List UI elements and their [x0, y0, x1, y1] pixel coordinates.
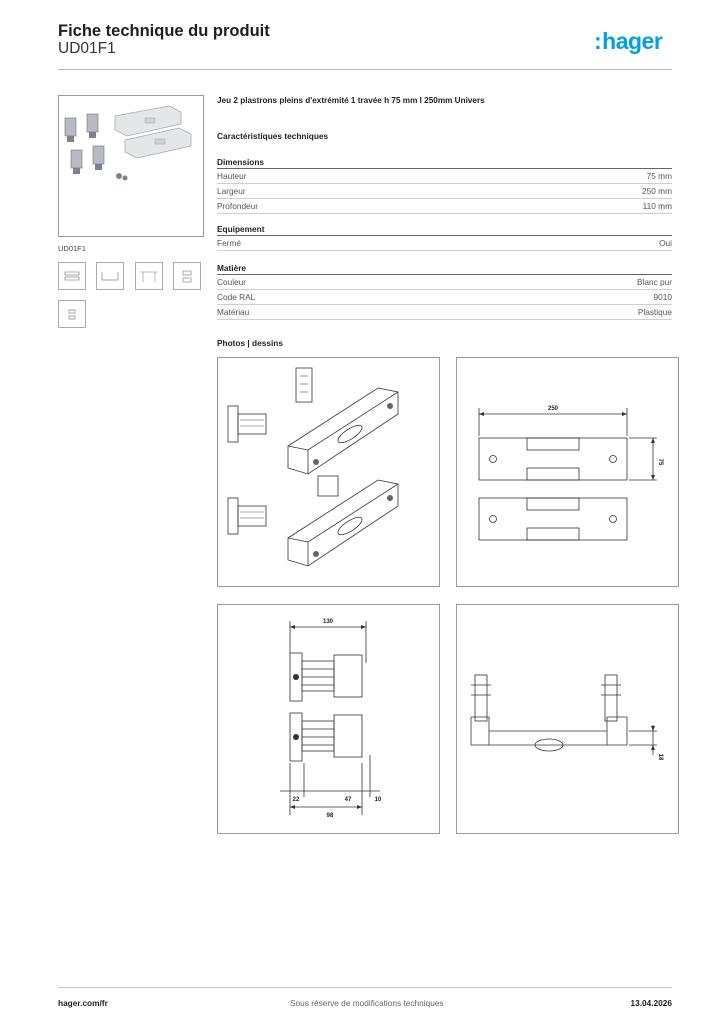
gallery-caption: UD01F1: [58, 244, 86, 253]
spec-group-title-dimensions: Dimensions: [217, 157, 265, 167]
spec-label: Matériau: [217, 307, 250, 317]
spec-label: Fermé: [217, 238, 241, 248]
spec-value: Blanc pur: [636, 277, 672, 287]
header-divider: [58, 69, 672, 70]
drawing-isometric[interactable]: [217, 357, 440, 587]
spec-value: 110 mm: [642, 201, 672, 211]
spec-row: [217, 305, 672, 320]
spec-group-title-equipement: Equipement: [217, 224, 265, 234]
thumbnail-2[interactable]: [96, 262, 124, 290]
spec-value: 9010: [653, 292, 672, 302]
side-dim-c-label: 10: [374, 797, 382, 803]
spec-label: Hauteur: [217, 171, 247, 181]
thumbnail-5[interactable]: [58, 300, 86, 328]
page-title: Fiche technique du produit: [58, 22, 270, 40]
spec-group-title-matiere: Matière: [217, 263, 247, 273]
spec-value: 250 mm: [642, 186, 672, 196]
front-view-drawing-icon: [457, 358, 678, 586]
footer-website-link[interactable]: hager.com/fr: [58, 998, 108, 1008]
brand-name: hager: [602, 28, 663, 54]
isometric-drawing-icon: [218, 358, 439, 586]
spec-label: Largeur: [217, 186, 246, 196]
footer-divider: [58, 987, 672, 988]
thumbnail-front-icon: [59, 263, 85, 289]
drawing-front-view[interactable]: [456, 357, 679, 587]
logo-colon-icon: :: [594, 28, 602, 54]
spec-row: [217, 290, 672, 305]
spec-value: Oui: [659, 238, 672, 248]
footer-date: 13.04.2026: [630, 998, 672, 1008]
side-view-drawing-icon: [218, 605, 439, 827]
side-top-label: 130: [322, 619, 334, 625]
spec-row: [217, 199, 672, 214]
spec-row: [217, 236, 672, 251]
spec-row: [217, 275, 672, 290]
side-dim-b-label: 47: [344, 797, 352, 803]
thumbnail-side-icon: [174, 263, 200, 289]
footer-disclaimer: Sous réserve de modifications techniques: [290, 998, 444, 1008]
thumbnail-detail-icon: [59, 301, 85, 327]
drawing-section-view[interactable]: [456, 604, 679, 834]
hager-logo[interactable]: [594, 28, 662, 55]
side-total-label: 98: [326, 813, 334, 819]
spec-value: 75 mm: [646, 171, 672, 181]
thumbnail-3[interactable]: [135, 262, 163, 290]
spec-label: Code RAL: [217, 292, 256, 302]
thumbnail-4[interactable]: [173, 262, 201, 290]
product-photo-icon: [59, 96, 203, 236]
section-view-drawing-icon: [457, 605, 678, 827]
spec-label: Couleur: [217, 277, 247, 287]
front-height-label: 75: [657, 458, 663, 466]
drawing-side-view[interactable]: [217, 604, 440, 834]
spec-row: [217, 184, 672, 199]
spec-label: Profondeur: [217, 201, 259, 211]
spec-row: [217, 169, 672, 184]
side-dim-a-label: 22: [292, 797, 300, 803]
drawings-section-title: Photos | dessins: [217, 338, 283, 348]
front-width-label: 250: [547, 406, 559, 412]
spec-value: Plastique: [637, 307, 672, 317]
thumbnail-1[interactable]: [58, 262, 86, 290]
main-product-image[interactable]: [58, 95, 204, 237]
thumbnail-section-icon: [97, 263, 123, 289]
product-description: Jeu 2 plastrons pleins d'extrémité 1 travée h 75 mm l 250mm Univers: [217, 96, 485, 105]
thumbnail-dimension-icon: [136, 263, 162, 289]
product-code: UD01F1: [58, 40, 116, 57]
section-height-label: 18: [657, 753, 663, 761]
specs-section-title: Caractéristiques techniques: [217, 131, 329, 141]
